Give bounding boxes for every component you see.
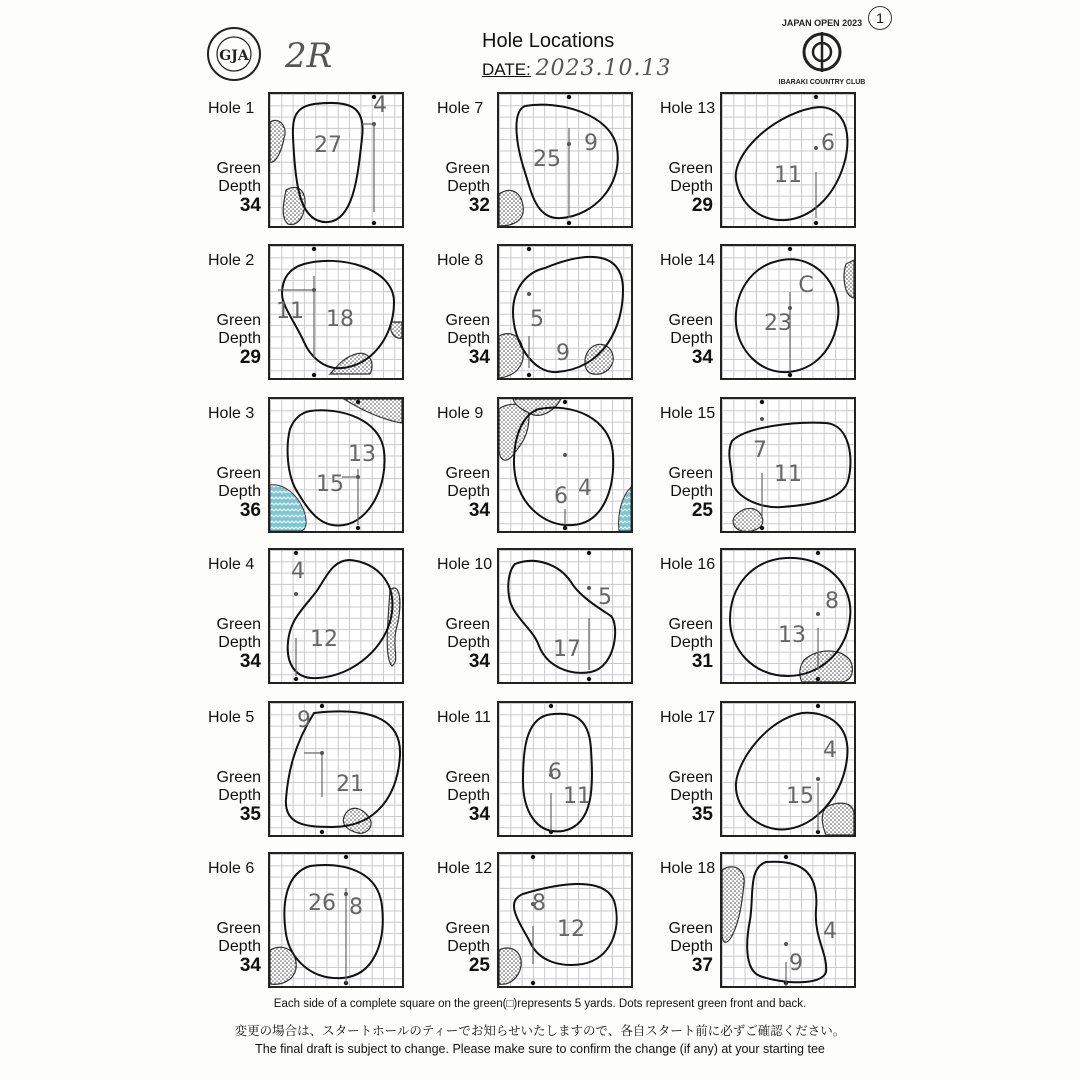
depth-label: Depth [447,938,490,955]
page-title: Hole Locations [482,30,615,52]
sheet-number: 1 [868,6,892,30]
hole-card [660,556,870,696]
green-outline [747,862,826,983]
pin-distance-a: 7 [753,438,767,463]
pin-distance-a: 15 [786,784,814,809]
pin-position-dot [816,612,820,616]
hole-label: Hole 10 [437,556,493,573]
pin-position-dot [372,122,376,126]
pin-distance-a: 26 [308,891,336,916]
green-label: Green [445,465,490,482]
green-diagram [497,852,633,988]
hole-label: Hole 6 [208,860,255,877]
pin-distance-a: 9 [297,708,311,733]
green-depth-value: 35 [691,804,713,825]
green-label: Green [445,920,490,937]
bunker-icon [391,322,402,338]
pin-position-dot [788,306,792,310]
green-depth-value: 34 [468,651,490,672]
pin-position-dot [356,475,360,479]
bunker-icon [585,344,613,374]
pin-distance-b: 9 [556,341,570,366]
hole-card [437,405,647,545]
green-front-dot [356,400,360,404]
green-diagram [720,548,856,684]
green-label: Green [668,312,713,329]
hole-card [660,860,870,1000]
depth-label: Depth [447,178,490,195]
green-front-dot [549,704,553,708]
hole-card [437,709,647,849]
green-label: Green [445,312,490,329]
pin-distance-a: 9 [789,951,803,976]
pin-distance-b: 11 [563,784,591,809]
scale-note: Each side of a complete square on the green(□)represents 5 yards. Dots represent green front and back. [273,998,807,1010]
hole-label: Hole 7 [437,100,484,117]
bunker-icon [844,260,854,298]
bunker-icon [330,353,372,374]
date-label: DATE: [482,60,531,79]
pin-distance-a: 23 [764,311,792,336]
jga-logo-icon [206,26,262,82]
hole-label: Hole 1 [208,100,255,117]
pin-distance-b: 4 [373,94,387,118]
depth-label: Depth [218,178,261,195]
bunker-icon [722,867,744,943]
pin-distance-a: 11 [276,299,304,324]
green-label: Green [216,465,261,482]
depth-label: Depth [447,483,490,500]
depth-label: Depth [218,938,261,955]
green-depth-value: 34 [468,804,490,825]
green-diagram [720,701,856,837]
hole-label: Hole 4 [208,556,255,573]
green-front-dot [587,551,591,555]
depth-label: Depth [670,178,713,195]
green-depth-value: 34 [239,955,261,976]
green-back-dot [563,526,567,530]
green-diagram [497,92,633,228]
green-front-dot [294,551,298,555]
hole-label: Hole 12 [437,860,493,877]
hole-label: Hole 9 [437,405,484,422]
pin-distance-b: 4 [578,476,592,501]
green-diagram [720,244,856,380]
green-diagram [497,701,633,837]
pin-distance-b: 11 [774,462,802,487]
pin-position-dot [587,586,591,590]
green-diagram [268,92,404,228]
hole-card [437,860,647,1000]
pin-distance-b: 18 [326,307,354,332]
bunker-icon [499,190,523,226]
green-front-dot [784,855,788,859]
hole-card [208,709,418,849]
green-label: Green [445,160,490,177]
green-front-dot [531,855,535,859]
green-depth-value: 34 [239,651,261,672]
pin-position-dot [320,751,324,755]
pin-distance-b: 8 [825,589,839,614]
green-diagram [497,244,633,380]
pin-distance-a: 13 [778,623,806,648]
pin-distance-b: 4 [823,919,837,944]
bunker-icon [733,508,763,531]
pin-position-dot [816,777,820,781]
green-diagram [268,852,404,988]
green-back-dot [527,373,531,377]
green-front-dot [563,400,567,404]
green-back-dot [587,677,591,681]
pin-position-dot [344,892,348,896]
green-label: Green [216,160,261,177]
hole-card [437,556,647,696]
depth-label: Depth [218,483,261,500]
green-front-dot [567,95,571,99]
green-front-dot [312,247,316,251]
green-front-dot [788,247,792,251]
green-back-dot [816,677,820,681]
green-back-dot [294,677,298,681]
hole-card [208,405,418,545]
pin-distance-b: 6 [821,131,835,156]
date-value: 2023.10.13 [535,56,672,81]
depth-label: Depth [670,330,713,347]
green-depth-value: 35 [239,804,261,825]
green-back-dot [312,373,316,377]
pin-distance-b: 9 [584,131,598,156]
green-front-dot [320,704,324,708]
pin-distance-b: 12 [557,917,585,942]
notice-japanese: 変更の場合は、スタートホールのティーでお知らせいたしますので、各自スタート前に必ずご確認ください。 [234,1023,846,1038]
green-back-dot [320,830,324,834]
green-label: Green [216,769,261,786]
japan-open-logo-icon [770,10,874,88]
pin-distance-a: 5 [530,307,544,332]
green-depth-value: 29 [691,195,713,216]
green-front-dot [814,95,818,99]
green-diagram [268,548,404,684]
pin-distance-a: 17 [553,637,581,662]
green-outline [516,105,617,218]
pin-distance-b: 5 [598,585,612,610]
green-label: Green [445,769,490,786]
pin-distance-b: 4 [823,738,837,763]
pin-position-dot [294,592,298,596]
hole-card [660,252,870,392]
green-back-dot [760,526,764,530]
bunker-icon [283,187,305,224]
hole-label: Hole 17 [660,709,716,726]
svg-text:IBARAKI COUNTRY CLUB: IBARAKI COUNTRY CLUB [778,79,866,86]
green-front-dot [344,855,348,859]
green-outline [293,103,363,222]
depth-label: Depth [670,483,713,500]
hole-card [437,252,647,392]
green-back-dot [372,221,376,225]
green-front-dot [816,551,820,555]
green-front-dot [527,247,531,251]
green-diagram [720,92,856,228]
depth-label: Depth [447,330,490,347]
hole-card [208,94,418,240]
hole-label: Hole 18 [660,860,716,877]
green-depth-value: 36 [239,500,261,521]
hole-label: Hole 16 [660,556,716,573]
green-diagram [497,397,633,533]
pin-distance-a: 27 [314,133,342,158]
pin-distance-b: 13 [348,442,376,467]
green-diagram [497,548,633,684]
green-diagram [268,244,404,380]
pin-position-dot [312,288,316,292]
depth-label: Depth [447,787,490,804]
green-depth-value: 34 [691,347,713,368]
pin-distance-a: 11 [774,163,802,188]
hole-label: Hole 14 [660,252,716,269]
pin-position-dot [784,942,788,946]
pin-position-dot [567,142,571,146]
hole-label: Hole 3 [208,405,255,422]
green-outline [284,865,382,978]
green-front-dot [816,704,820,708]
green-label: Green [216,616,261,633]
svg-text:JAPAN OPEN 2023: JAPAN OPEN 2023 [781,18,863,28]
green-diagram [268,701,404,837]
pin-distance-b: 8 [349,895,363,920]
green-label: Green [668,465,713,482]
green-label: Green [216,312,261,329]
pin-position-dot [814,146,818,150]
hole-label: Hole 2 [208,252,255,269]
green-label: Green [668,160,713,177]
green-label: Green [668,920,713,937]
pin-distance-b: 21 [336,772,364,797]
hole-card [208,556,418,696]
green-depth-value: 34 [239,195,261,216]
pin-position-dot [760,417,764,421]
green-diagram [720,397,856,533]
depth-label: Depth [218,330,261,347]
green-back-dot [356,526,360,530]
green-back-dot [814,221,818,225]
green-depth-value: 34 [468,347,490,368]
hole-label: Hole 8 [437,252,484,269]
pin-distance-a: 15 [316,472,344,497]
pin-distance-b: C [798,273,814,298]
hole-card [660,405,870,545]
green-label: Green [445,616,490,633]
green-depth-value: 29 [239,347,261,368]
hole-label: Hole 15 [660,405,716,422]
pin-distance-a: 4 [291,559,305,584]
pin-position-dot [527,292,531,296]
depth-label: Depth [218,787,261,804]
green-depth-value: 25 [691,500,713,521]
depth-label: Depth [218,634,261,651]
green-back-dot [788,373,792,377]
hole-label: Hole 5 [208,709,255,726]
bunker-icon [800,651,853,682]
pin-distance-a: 25 [533,147,561,172]
water-hazard-icon [619,487,631,531]
green-depth-value: 32 [468,195,490,216]
green-depth-value: 37 [691,955,713,976]
bunker-icon [343,808,371,833]
notice-english: The final draft is subject to change. Please make sure to confirm the change (if any) at your starting tee [255,1042,825,1056]
hole-card [660,100,870,240]
hole-card [208,252,418,392]
bunker-icon [270,120,285,162]
water-hazard-icon [270,485,306,531]
pin-distance-b: 12 [310,627,338,652]
round-label: 2R [285,36,333,76]
svg-text:GJA: GJA [219,48,249,64]
green-label: Green [216,920,261,937]
hole-card [208,860,418,1000]
green-diagram [268,397,404,533]
hole-card [660,709,870,849]
pin-distance-a: 8 [532,891,546,916]
green-diagram [720,852,856,988]
depth-label: Depth [670,787,713,804]
green-outline [730,558,850,676]
green-depth-value: 34 [468,500,490,521]
bunker-icon [499,334,523,378]
date-line [482,56,672,81]
hole-card [437,100,647,240]
bunker-icon [499,948,521,984]
bunker-icon [822,803,854,835]
green-depth-value: 25 [468,955,490,976]
bunker-icon [344,399,402,423]
pin-distance-a: 6 [548,760,562,785]
pin-position-dot [563,453,567,457]
hole-label: Hole 11 [437,709,491,726]
green-depth-value: 31 [691,651,713,672]
green-front-dot [760,400,764,404]
green-back-dot [531,981,535,985]
depth-label: Depth [670,938,713,955]
pin-distance-a: 6 [554,484,568,509]
depth-label: Depth [670,634,713,651]
green-label: Green [668,616,713,633]
hole-label: Hole 13 [660,100,716,117]
green-label: Green [668,769,713,786]
depth-label: Depth [447,634,490,651]
green-back-dot [567,221,571,225]
